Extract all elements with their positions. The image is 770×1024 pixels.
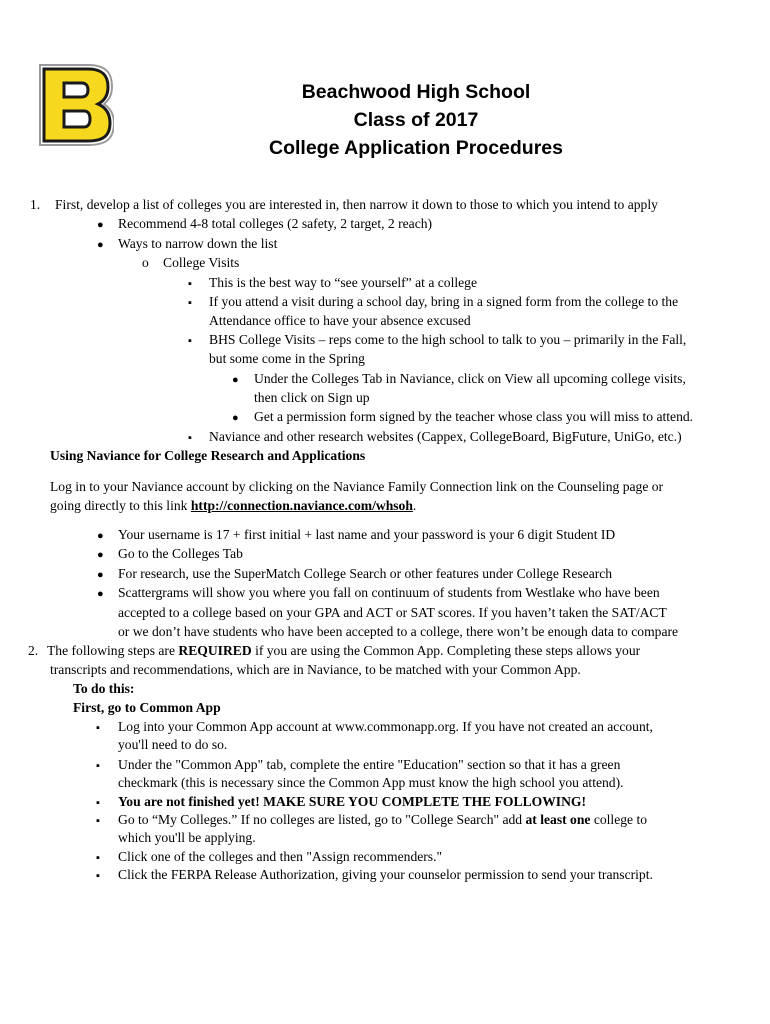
section-2-line1 <box>47 642 640 660</box>
bullet-square-icon <box>188 331 192 350</box>
ways-item: Ways to narrow down the list <box>118 236 278 251</box>
naviance-login-prefix: going directly to this link <box>50 498 188 513</box>
first-step-heading: First, go to Common App <box>73 700 221 715</box>
required-emphasis: REQUIRED <box>178 643 252 658</box>
my-colleges-line2: which you'll be applying. <box>118 830 256 845</box>
research-item: For research, use the SuperMatch College Search or other features under College Research <box>118 566 613 581</box>
commonapp-login-line1: Log into your Common App account at www.commonapp.org. If you have not created an account, <box>118 719 653 734</box>
visits-marker: o <box>142 255 149 270</box>
not-finished-warning: You are not finished yet! MAKE SURE YOU COMPLETE THE FOLLOWING! <box>118 794 587 809</box>
my-colleges-text-a: Go to “My Colleges.” If no colleges are listed, go to "College Search" add <box>118 812 523 827</box>
my-colleges-line1 <box>118 811 647 829</box>
naviance-login-suffix: . <box>412 498 417 513</box>
bullet-square-icon <box>96 848 100 867</box>
bullet-dot-icon <box>97 584 104 603</box>
bhs-visits-line2: but some come in the Spring <box>209 351 365 366</box>
education-line1: Under the "Common App" tab, complete the entire "Education" section so that it has a green <box>118 757 621 772</box>
colleges-tab-item: Go to the Colleges Tab <box>118 546 243 561</box>
bullet-square-icon <box>188 428 192 447</box>
naviance-heading: Using Naviance for College Research and Applications <box>50 448 366 463</box>
bullet-square-icon <box>188 293 192 312</box>
naviance-login-line1: Log in to your Naviance account by clicking on the Naviance Family Connection link on the Counseling page or <box>50 479 664 494</box>
research-sites-item: Naviance and other research websites (Cappex, CollegeBoard, BigFuture, UniGo, etc.) <box>209 429 682 444</box>
bullet-square-icon <box>96 756 100 775</box>
to-do-this-heading: To do this: <box>73 681 135 696</box>
bullet-dot-icon <box>97 565 104 584</box>
section-2-line2: transcripts and recommendations, which are in Naviance, to be matched with your Common App. <box>50 662 581 677</box>
bullet-dot-icon <box>97 215 104 234</box>
education-line2: checkmark (this is necessary since the Common App must know the high school you attend). <box>118 775 624 790</box>
naviance-link[interactable]: http://connection.naviance.com/whsoh <box>190 498 413 513</box>
scatter-line3: or we don’t have students who have been accepted to a college, there won’t be enough data to compare <box>118 624 679 639</box>
visit-school-day-line2: Attendance office to have your absence excused <box>209 313 471 328</box>
section-2-text-b: if you are using the Common App. Completing these steps allows your <box>255 643 641 658</box>
section-1-number: 1. <box>30 197 41 212</box>
bullet-dot-icon <box>97 235 104 254</box>
permission-item: Get a permission form signed by the teacher whose class you will miss to attend. <box>254 409 694 424</box>
school-logo <box>38 63 114 147</box>
bullet-dot-icon <box>97 526 104 545</box>
bullet-square-icon <box>96 811 100 830</box>
naviance-login-line2 <box>50 497 416 515</box>
section-1-intro: First, develop a list of colleges you are interested in, then narrow it down to those to which you intend to apply <box>55 197 658 212</box>
naviance-tab-line2: then click on Sign up <box>254 390 370 405</box>
visit-school-day-line1: If you attend a visit during a school day, bring in a signed form from the college to the <box>209 294 679 309</box>
visit-best-item: This is the best way to “see yourself” at a college <box>209 275 478 290</box>
class-year: Class of 2017 <box>353 109 479 131</box>
bullet-square-icon <box>96 793 100 812</box>
bullet-dot-icon <box>97 545 104 564</box>
at-least-one-emphasis: at least one <box>525 812 591 827</box>
bullet-square-icon <box>96 718 100 737</box>
scatter-line2: accepted to a college based on your GPA and ACT or SAT scores. If you haven’t taken the SAT/ACT <box>118 605 667 620</box>
assign-recommenders-item: Click one of the colleges and then "Assign recommenders." <box>118 849 443 864</box>
ferpa-item: Click the FERPA Release Authorization, giving your counselor permission to send your transcript. <box>118 867 653 882</box>
username-item: Your username is 17 + first initial + last name and your password is your 6 digit Student ID <box>118 527 616 542</box>
recommend-item: Recommend 4-8 total colleges (2 safety, 2 target, 2 reach) <box>118 216 433 231</box>
document-header <box>200 78 632 162</box>
section-2-text-a: The following steps are <box>47 643 175 658</box>
bhs-visits-line1: BHS College Visits – reps come to the high school to talk to you – primarily in the Fall, <box>209 332 687 347</box>
school-name: Beachwood High School <box>301 81 531 103</box>
college-visits-item: College Visits <box>163 255 240 270</box>
bullet-dot-icon <box>232 370 239 389</box>
document-title: College Application Procedures <box>268 137 563 159</box>
my-colleges-text-c: college to <box>593 812 648 827</box>
scatter-line1: Scattergrams will show you where you fall on continuum of students from Westlake who have been <box>118 585 660 600</box>
naviance-tab-line1: Under the Colleges Tab in Naviance, click on View all upcoming college visits, <box>254 371 686 386</box>
bullet-square-icon <box>96 866 100 885</box>
bullet-dot-icon <box>232 408 239 427</box>
section-2-number: 2. <box>28 643 39 658</box>
bullet-square-icon <box>188 274 192 293</box>
commonapp-login-line2: you'll need to do so. <box>118 737 228 752</box>
